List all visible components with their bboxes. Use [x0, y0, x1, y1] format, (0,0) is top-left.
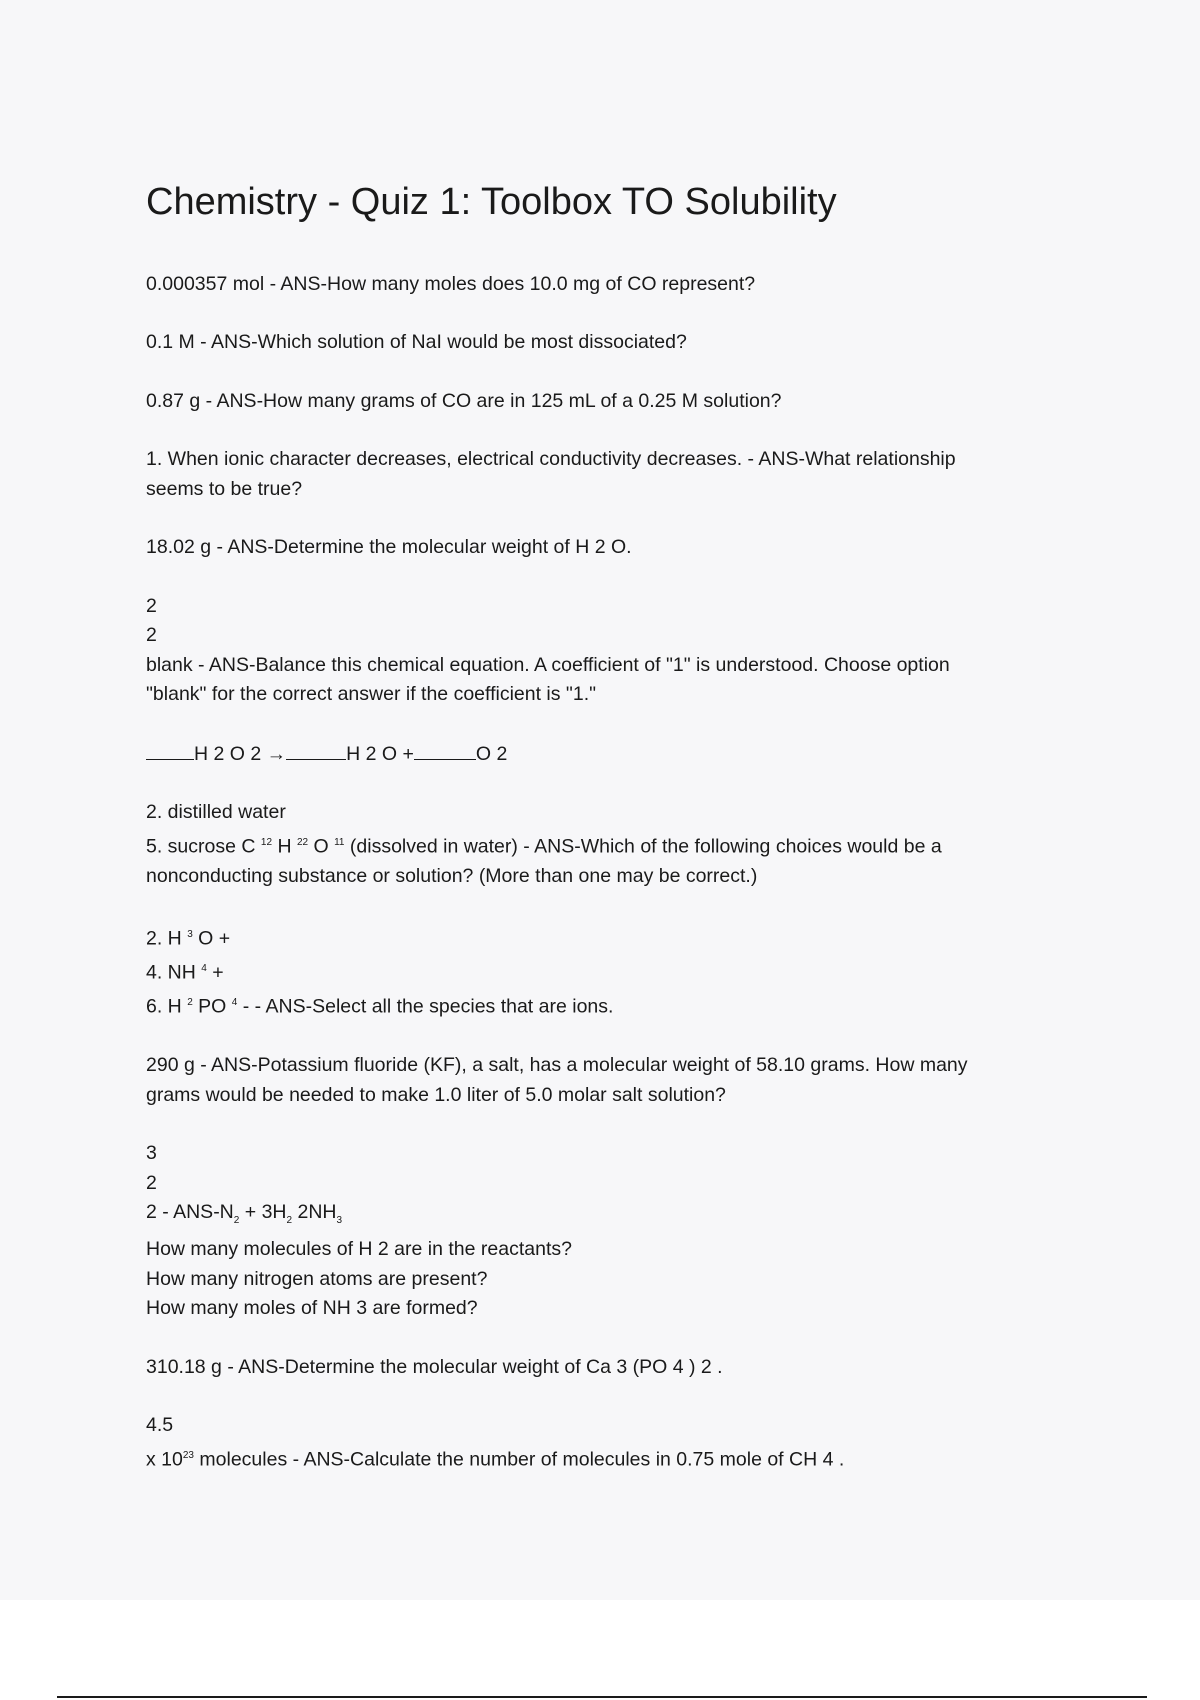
- chemical-equation: [146, 739, 1086, 770]
- text-run: 4. NH: [146, 961, 196, 984]
- qa-text: 18.02 g - ANS-Determine the molecular weight of H 2 O.: [146, 536, 632, 559]
- equation-term: H 2 O 2 →: [194, 742, 287, 765]
- qa-item-2: [146, 328, 1086, 358]
- text-run: molecules - ANS-Calculate the number of molecules in 0.75 mole of CH 4 .: [193, 1448, 845, 1471]
- superscript: 4: [201, 963, 207, 975]
- qa-text: How many molecules of H 2 are in the reactants?: [146, 1238, 572, 1261]
- qa-item-9: [146, 1051, 1086, 1110]
- subscript: 2: [233, 1214, 240, 1226]
- qa-text: How many nitrogen atoms are present?: [146, 1267, 488, 1290]
- qa-text-formula: [146, 920, 1086, 954]
- superscript: 3: [187, 929, 193, 941]
- text-run: (dissolved in water) - ANS-Which of the following choices would be a: [349, 835, 942, 858]
- text-run: x 10: [146, 1448, 183, 1471]
- qa-text-formula: [146, 828, 1086, 862]
- text-run: H: [277, 835, 292, 858]
- superscript: 12: [260, 836, 273, 848]
- qa-item-6: [146, 592, 1086, 710]
- subscript: 2: [286, 1214, 293, 1226]
- answer-blank: [414, 739, 476, 760]
- qa-text-formula: [146, 954, 1086, 988]
- qa-item-7: [146, 798, 1086, 891]
- qa-text: 3: [146, 1142, 157, 1165]
- superscript: 4: [231, 997, 238, 1009]
- qa-text: 290 g - ANS-Potassium fluoride (KF), a salt, has a molecular weight of 58.10 grams. How many: [146, 1054, 968, 1077]
- equation-term: H 2 O +: [346, 742, 414, 765]
- qa-item-3: [146, 387, 1086, 417]
- qa-text-formula: [146, 1441, 1086, 1475]
- qa-text: blank - ANS-Balance this chemical equation. A coefficient of "1" is understood. Choose option: [146, 653, 950, 676]
- qa-text: 2: [146, 624, 157, 647]
- qa-text: 1. When ionic character decreases, electrical conductivity decreases. - ANS-What relationship: [146, 448, 956, 471]
- qa-text: 2: [146, 1171, 157, 1194]
- qa-item-11: [146, 1353, 1086, 1383]
- answer-blank: [286, 739, 346, 760]
- qa-text: grams would be needed to make 1.0 liter of 5.0 molar salt solution?: [146, 1083, 726, 1106]
- text-run: O: [313, 835, 329, 858]
- equation-term: O 2: [475, 742, 508, 765]
- answer-blank: [146, 739, 194, 760]
- qa-item-5: [146, 533, 1086, 563]
- qa-text-formula: [146, 1198, 1086, 1235]
- superscript: 2: [187, 997, 193, 1009]
- qa-item-8: [146, 920, 1086, 1022]
- qa-item-10: [146, 1139, 1086, 1324]
- text-run: O +: [198, 927, 231, 950]
- qa-item-12: [146, 1411, 1086, 1475]
- qa-text: 310.18 g - ANS-Determine the molecular weight of Ca 3 (PO 4 ) 2 .: [146, 1355, 723, 1378]
- qa-text: "blank" for the correct answer if the coefficient is "1.": [146, 683, 597, 706]
- qa-text: 4.5: [146, 1414, 174, 1437]
- superscript: 11: [334, 836, 345, 848]
- subscript: 3: [336, 1214, 343, 1226]
- text-run: 2. H: [146, 927, 182, 950]
- qa-text: 2: [146, 594, 157, 617]
- text-run: 2NH: [292, 1201, 337, 1224]
- qa-text: nonconducting substance or solution? (More than one may be correct.): [146, 864, 758, 887]
- text-run: 2 - ANS-N: [146, 1201, 234, 1224]
- qa-text: 0.1 M - ANS-Which solution of NaI would be most dissociated?: [146, 331, 687, 354]
- qa-item-1: [146, 270, 1086, 300]
- text-run: - - ANS-Select all the species that are ions.: [242, 995, 614, 1018]
- qa-text: How many moles of NH 3 are formed?: [146, 1297, 478, 1320]
- superscript: 23: [182, 1449, 194, 1461]
- text-run: +: [212, 961, 224, 984]
- equation-line: [146, 739, 1086, 770]
- document-content: [146, 180, 1086, 1504]
- qa-item-4: [146, 445, 1086, 504]
- page-title: Chemistry - Quiz 1: Toolbox TO Solubility: [146, 181, 837, 223]
- qa-text: seems to be true?: [146, 477, 303, 500]
- text-run: 6. H: [146, 995, 182, 1018]
- text-run: + 3H: [239, 1201, 287, 1224]
- superscript: 22: [296, 836, 309, 848]
- qa-text: 0.87 g - ANS-How many grams of CO are in 125 mL of a 0.25 M solution?: [146, 389, 782, 412]
- qa-text: 0.000357 mol - ANS-How many moles does 10.0 mg of CO represent?: [146, 272, 756, 295]
- qa-text-formula: [146, 988, 1086, 1022]
- qa-text: 2. distilled water: [146, 801, 286, 824]
- page-divider: [57, 1696, 1147, 1698]
- text-run: PO: [198, 995, 227, 1018]
- text-run: 5. sucrose C: [146, 835, 256, 858]
